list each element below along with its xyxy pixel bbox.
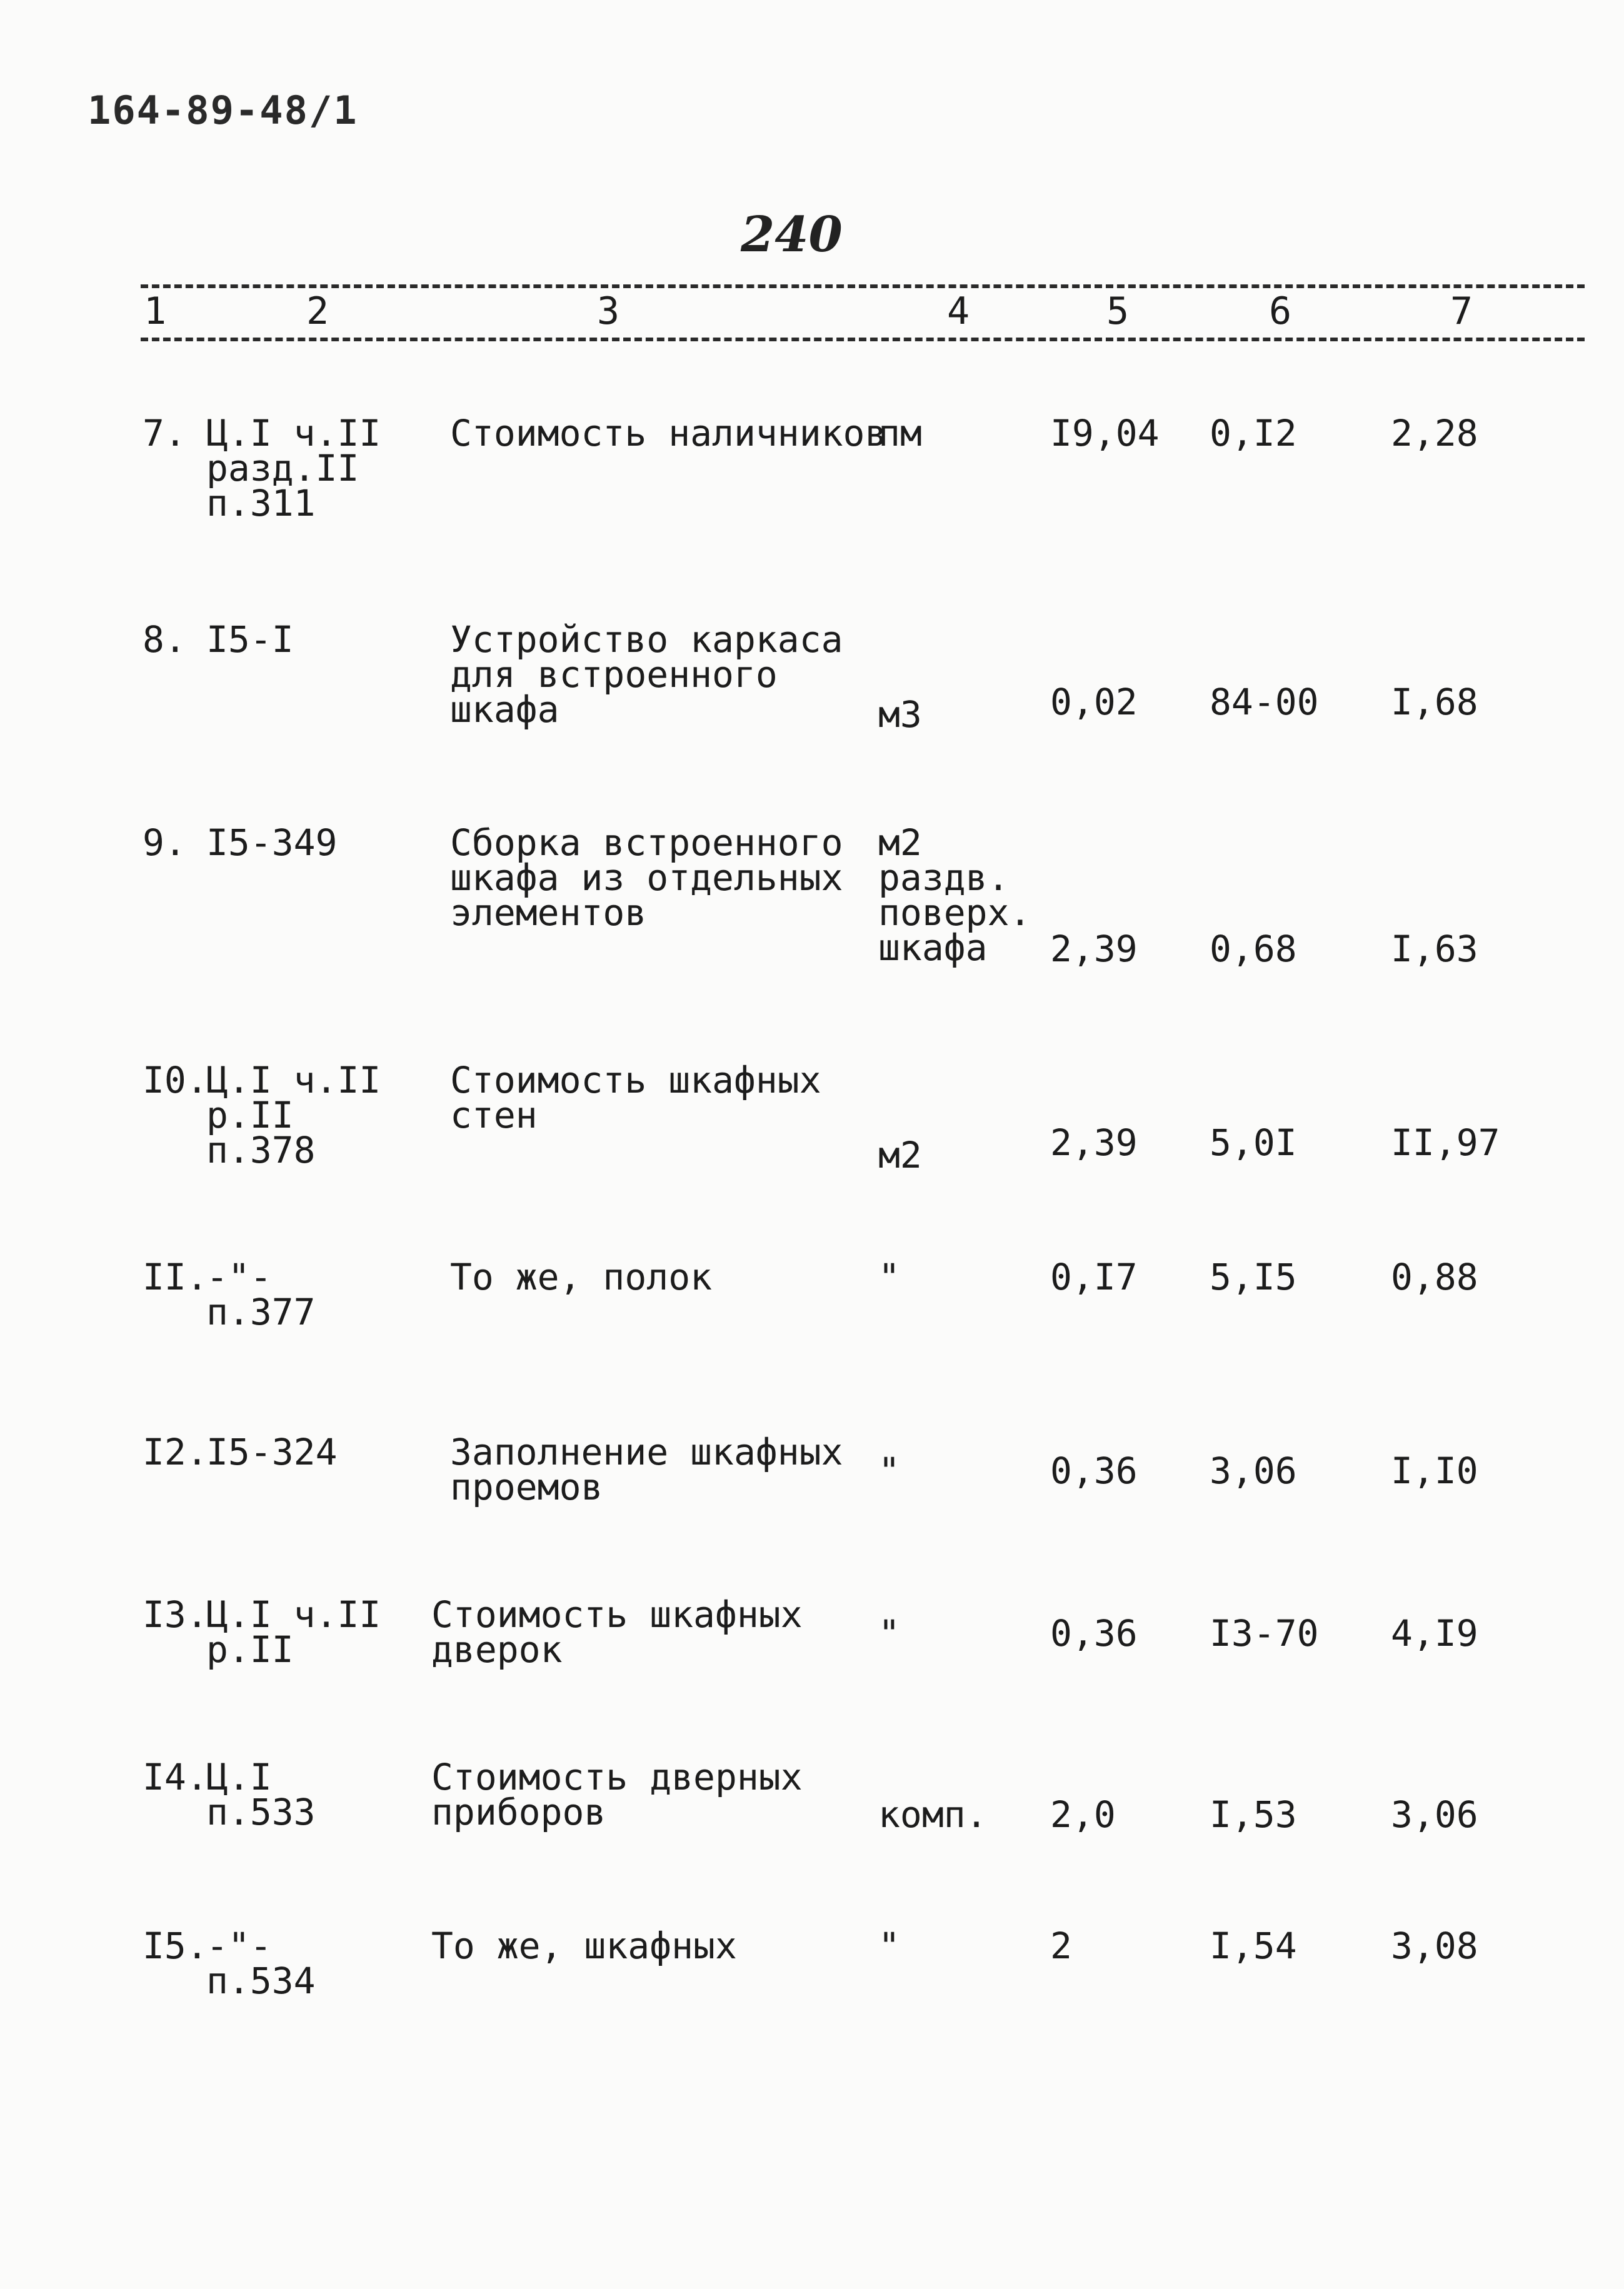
row-6-desc: Заполнение шкафных проемов (450, 1431, 843, 1508)
row-4-unit: м2 (878, 1134, 922, 1176)
row-6-ref: I5-324 (206, 1431, 338, 1473)
row-7-total: 4,I9 (1391, 1612, 1478, 1655)
row-2-ref: I5-I (206, 618, 294, 661)
row-1-unit: пм (878, 412, 922, 454)
row-1-desc: Стоимость наличников (450, 412, 887, 454)
row-3-unit: м2 раздв. поверх. шкафа (878, 821, 1031, 969)
row-6-unit: " (878, 1450, 900, 1492)
row-8-qty: 2,0 (1050, 1793, 1116, 1836)
row-7-desc: Стоимость шкафных дверок (431, 1593, 803, 1671)
row-2-unit: м3 (878, 693, 922, 736)
row-4-qty: 2,39 (1050, 1121, 1138, 1164)
column-header-3: 3 (597, 289, 620, 333)
row-8-ref: Ц.I п.533 (206, 1756, 316, 1833)
row-3-desc: Сборка встроенного шкафа из отдельных элементов (450, 821, 843, 934)
row-9-num: I5. (143, 1925, 208, 1967)
row-8-price: I,53 (1210, 1793, 1297, 1836)
row-4-total: II,97 (1391, 1121, 1500, 1164)
row-2-qty: 0,02 (1050, 681, 1138, 723)
row-1-price: 0,I2 (1210, 412, 1297, 454)
row-7-price: I3-70 (1210, 1612, 1319, 1655)
row-3-qty: 2,39 (1050, 928, 1138, 970)
row-9-unit: " (878, 1925, 900, 1967)
row-5-desc: То же, полок (450, 1256, 713, 1298)
row-6-num: I2. (143, 1431, 208, 1473)
row-7-unit: " (878, 1612, 900, 1655)
row-1-num: 7. (143, 412, 186, 454)
row-9-desc: То же, шкафных (431, 1925, 737, 1967)
row-3-price: 0,68 (1210, 928, 1297, 970)
row-7-ref: Ц.I ч.II р.II (206, 1593, 381, 1671)
row-7-num: I3. (143, 1593, 208, 1636)
row-5-qty: 0,I7 (1050, 1256, 1138, 1298)
row-9-price: I,54 (1210, 1925, 1297, 1967)
row-1-ref: Ц.I ч.II разд.II п.311 (206, 412, 381, 524)
page-number: 240 (741, 206, 843, 263)
row-5-price: 5,I5 (1210, 1256, 1297, 1298)
header-top-rule (141, 284, 1585, 288)
row-9-total: 3,08 (1391, 1925, 1478, 1967)
row-6-qty: 0,36 (1050, 1450, 1138, 1492)
row-9-ref: -"- п.534 (206, 1925, 316, 2002)
column-header-6: 6 (1269, 289, 1292, 333)
row-6-price: 3,06 (1210, 1450, 1297, 1492)
row-2-price: 84-00 (1210, 681, 1319, 723)
row-4-price: 5,0I (1210, 1121, 1297, 1164)
row-9-qty: 2 (1050, 1925, 1072, 1967)
column-header-4: 4 (947, 289, 970, 333)
row-3-ref: I5-349 (206, 821, 338, 864)
row-8-total: 3,06 (1391, 1793, 1478, 1836)
row-5-ref: -"- п.377 (206, 1256, 316, 1333)
row-5-total: 0,88 (1391, 1256, 1478, 1298)
row-1-total: 2,28 (1391, 412, 1478, 454)
row-3-num: 9. (143, 821, 186, 864)
column-header-1: 1 (144, 289, 167, 333)
row-4-ref: Ц.I ч.II р.II п.378 (206, 1059, 381, 1171)
row-4-num: I0. (143, 1059, 208, 1101)
document-code: 164-89-48/1 (88, 88, 358, 133)
row-5-num: II. (143, 1256, 208, 1298)
row-6-total: I,I0 (1391, 1450, 1478, 1492)
row-5-unit: " (878, 1256, 900, 1298)
row-2-num: 8. (143, 618, 186, 661)
header-bottom-rule (141, 338, 1585, 341)
row-4-desc: Стоимость шкафных стен (450, 1059, 821, 1136)
row-2-desc: Устройство каркаса для встроенного шкафа (450, 618, 843, 731)
column-header-2: 2 (306, 289, 329, 333)
row-2-total: I,68 (1391, 681, 1478, 723)
row-3-total: I,63 (1391, 928, 1478, 970)
row-1-qty: I9,04 (1050, 412, 1160, 454)
row-8-unit: комп. (878, 1793, 988, 1836)
row-8-num: I4. (143, 1756, 208, 1798)
row-8-desc: Стоимость дверных приборов (431, 1756, 803, 1833)
column-header-5: 5 (1106, 289, 1130, 333)
row-7-qty: 0,36 (1050, 1612, 1138, 1655)
column-header-7: 7 (1450, 289, 1473, 333)
